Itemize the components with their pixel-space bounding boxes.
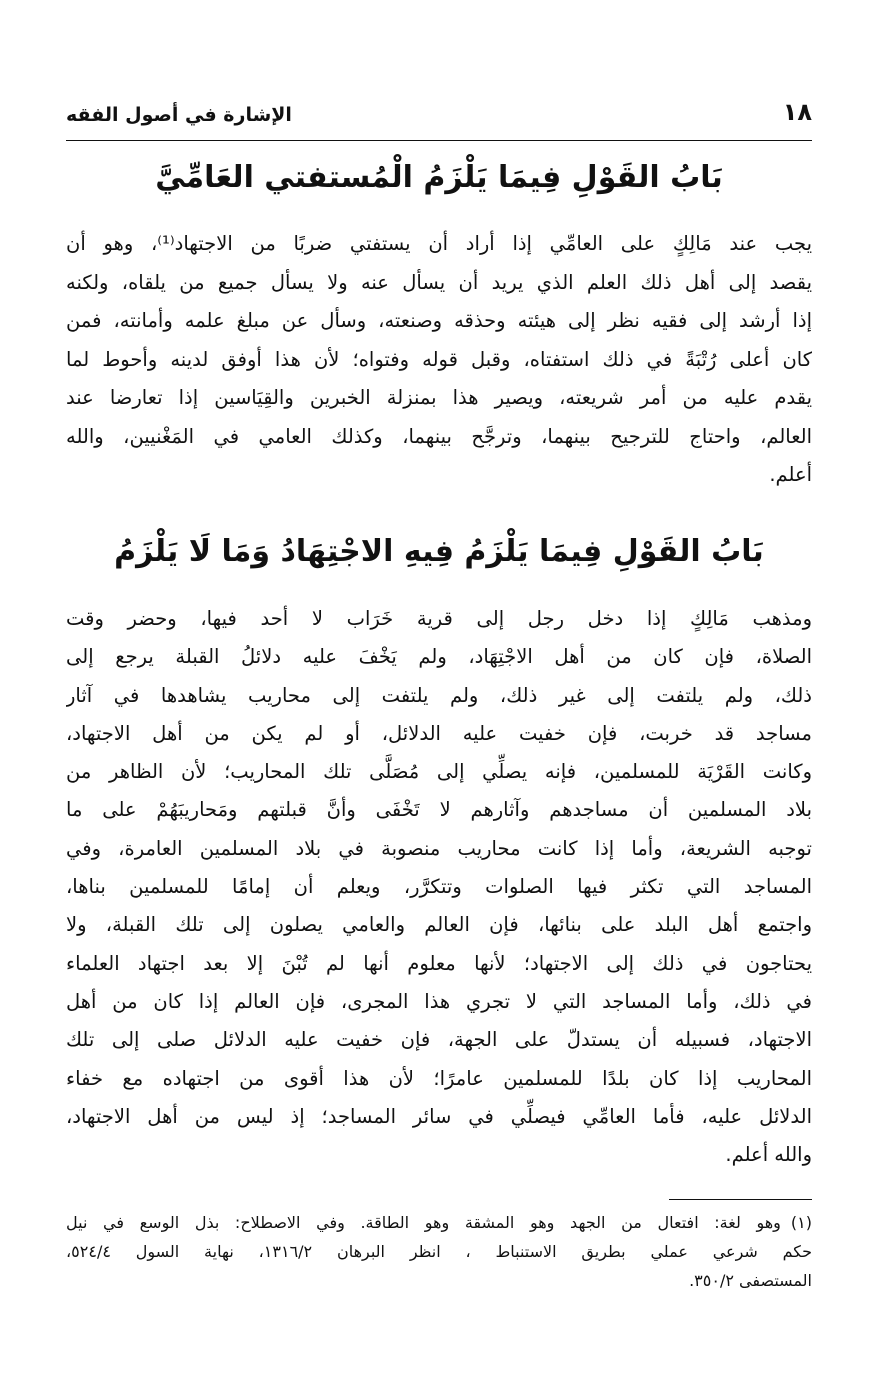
paragraph-ijtihad [66,600,812,1174]
paragraph-line: يجب عند مَالِكٍ على العامِّي إذا أراد أن يستفتي ضربًا من الاجتهاد⁽¹⁾، وهو أن [66,232,812,255]
paragraph-line: ومذهب مَالِكٍ إذا دخل رجل إلى قرية خَرَاب لا أحد فيها، وحضر وقت [66,607,812,630]
paragraph-line: المحاريب إذا كان بلدًا للمسلمين عامرًا؛ لأن هذا أقوى من اجتهاده مع خفاء [66,1066,812,1090]
footnote-text: وهو لغة: افتعال من الجهد وهو المشقة وهو الطاقة. وفي الاصطلاح: بذل الوسع في نيل [66,1213,781,1232]
paragraph-line: ذلك، ولم يلتفت إلى غير ذلك، ولم يلتفت إلى محاريب يشاهدها في آثار [66,683,812,707]
paragraph-line: في ذلك، وأما المساجد التي لا تجري هذا المجرى، فإن العالم إذا كان من أهل [66,989,812,1013]
paragraph-line: يقدم عليه من أمر شريعته، ويصير هذا بمنزلة الخبرين والقِيَاسين إذا تعارضا عند [66,386,812,409]
paragraph-mustafti [66,225,812,495]
chapter-title-ijtihad: بَابُ القَوْلِ فِيمَا يَلْزَمُ فِيهِ الاجْتِهَادُ وَمَا لَا يَلْزَمُ [114,534,764,569]
paragraph-line: توجبه الشريعة، وأما إذا كانت محاريب منصوبة في بلاد المسلمين العامرة، وفي [66,836,812,860]
paragraph-line: واجتمع أهل البلد على بنائها، فإن العالم والعامي يصلون إلى تلك القبلة، ولا [66,913,812,937]
paragraph-line: أعلم. [769,463,812,486]
paragraph-line: الصلاة، فإن كان من أهل الاجْتِهَاد، ولم يَخْفَ عليه دلائلُ القبلة يرجع إلى [66,645,812,669]
footnote-line [66,1208,812,1237]
footnote-line: المستصفى ٣٥٠/٢. [689,1271,812,1290]
page-number: ١٨ [782,98,812,126]
paragraph-line: كان أعلى رُتْبَةً في ذلك استفتاه، وقبل قوله وفتواه؛ لأن هذا أوفق لدينه وأحوط لما [66,347,812,371]
chapter-title-mustafti: بَابُ القَوْلِ فِيمَا يَلْزَمُ الْمُستفتي العَامِّيَّ [155,160,723,195]
footnotes [66,1208,812,1295]
paragraph-line: العالم، واحتاج للترجيح بينهما، وترجَّح بينهما، وكذلك العامي في المَغْنيين، والله [66,424,812,448]
footnote-line: حكم شرعي عملي بطريق الاستنباط ، انظر البرهان ١٣١٦/٢، نهاية السول ٥٢٤/٤، [66,1242,812,1261]
paragraph-line: يحتاجون في ذلك إلى الاجتهاد؛ لأنها معلوم أنها لم تُبْنَ إلا بعد اجتهاد العلماء [66,951,812,975]
page-header [66,92,812,141]
paragraph-line: مساجد قد خربت، فإن خفيت عليه الدلائل، أو لم يكن من أهل الاجتهاد، [66,721,812,745]
paragraph-line: وكانت القَرْيَة للمسلمين، فإنه يصلِّي إلى مُصَلَّى تلك المحاريب؛ لأن الظاهر من [66,760,812,784]
paragraph-line: المساجد التي تكثر فيها الصلوات وتتكرَّر، ويعلم أن إمامًا للمسلمين بناها، [66,875,812,899]
running-title: الإشارة في أصول الفقه [66,104,292,126]
paragraph-line: والله أعلم. [725,1143,812,1167]
paragraph-line: إذا أرشد إلى فقيه نظر إلى هيئته وحذقه وصنعته، وسأل عن مبلغ علمه وأمانته، فمن [66,309,812,332]
paragraph-line: بلاد المسلمين أن مساجدهم وآثارهم لا تَخْفَى وأنَّ قبلتهم ومَحاريبَهُمْ على ما [66,798,812,822]
paragraph-line: يقصد إلى أهل ذلك العلم الذي يريد أن يسأل عنه ولا يسأل جميع من يلقاه، ولكنه [66,270,812,294]
footnote-marker: (١) [790,1213,812,1232]
paragraph-line: الدلائل عليه، فأما العامِّي فيصلِّي في سائر المساجد؛ إذ ليس من أهل الاجتهاد، [66,1104,812,1128]
footnote-divider [669,1199,812,1200]
paragraph-line: الاجتهاد، فسبيله أن يستدلّ على الجهة، فإن خفيت عليه الدلائل صلى إلى تلك [66,1028,812,1052]
